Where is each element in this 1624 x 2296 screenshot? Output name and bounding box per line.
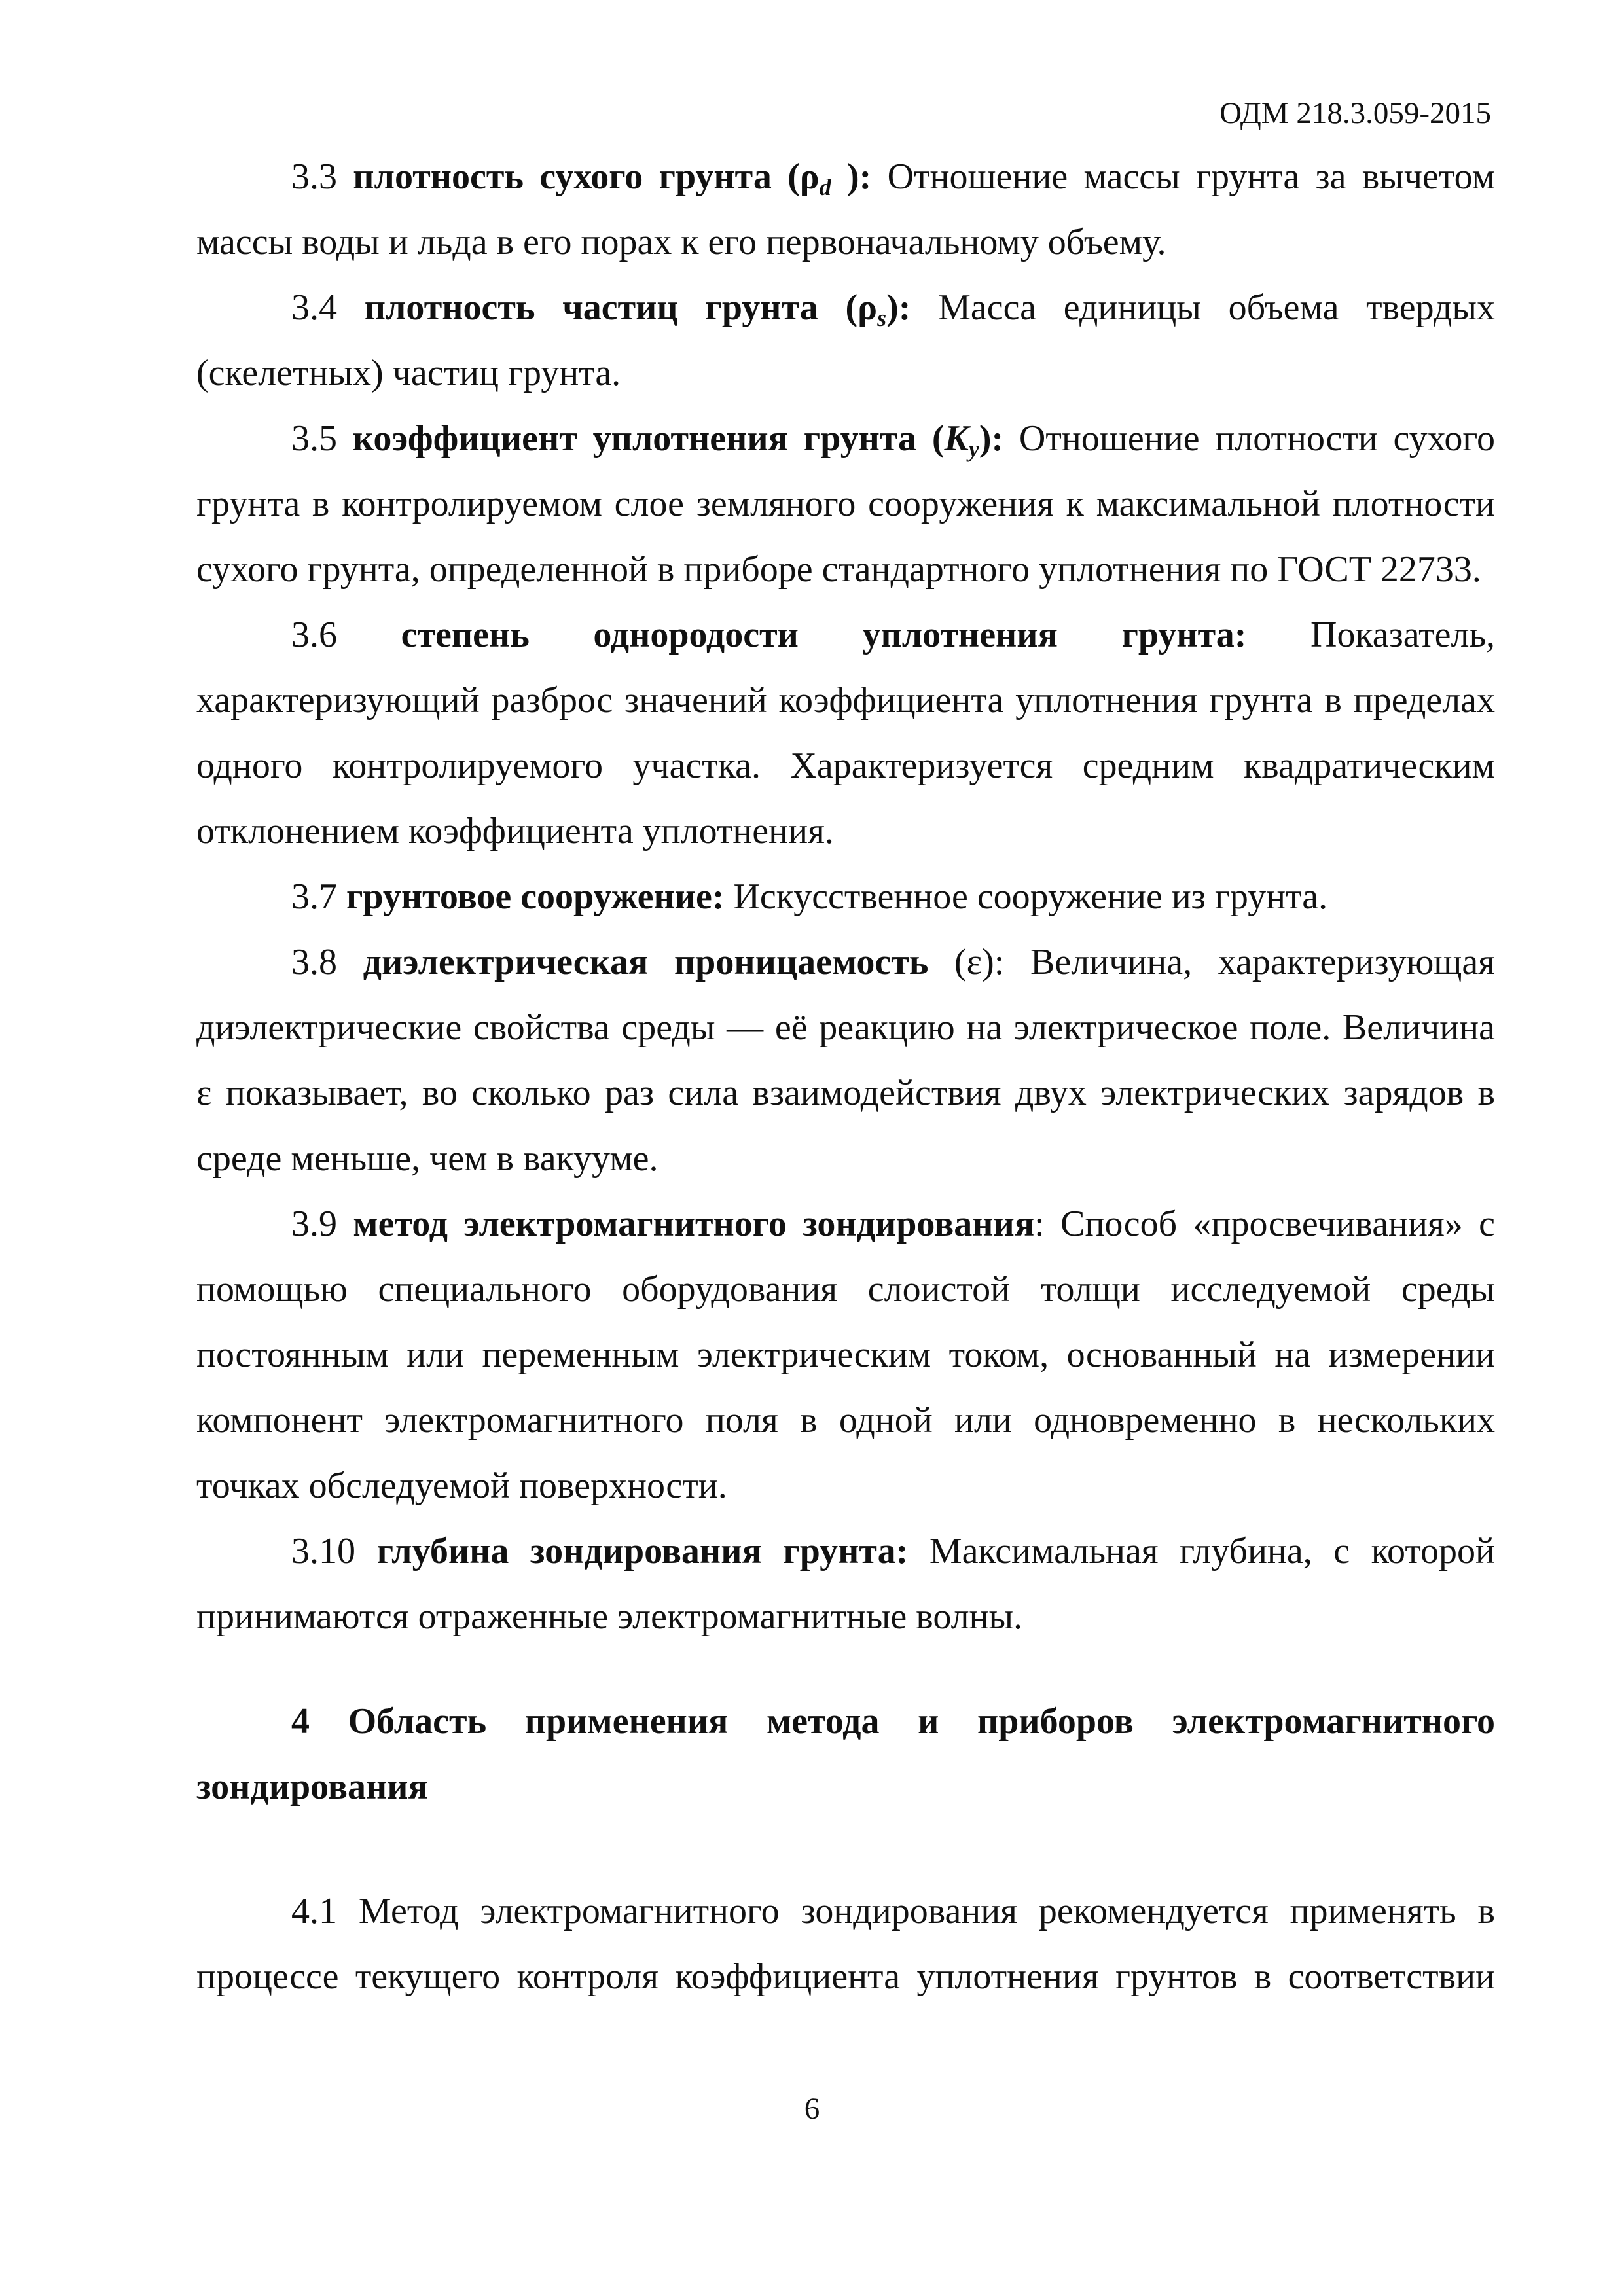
definition-3-3 bbox=[196, 144, 1495, 275]
definition-text: Максимальная глубина, с которой принимаются отраженные электромагнитные волны. bbox=[196, 1531, 1496, 1637]
definition-number: 3.6 bbox=[291, 615, 337, 655]
definition-text: Отношение плотности сухого грунта в контролируемом слое земляного сооружения к максимальной плотности сухого грунта, определенной в приборе стандартного уплотнения по ГОСТ 22733. bbox=[196, 418, 1496, 590]
definition-3-7 bbox=[196, 864, 1495, 929]
definition-number: 3.4 bbox=[291, 287, 337, 328]
definition-text: Отношение массы грунта за вычетом массы воды и льда в его порах к его первоначальному объему. bbox=[196, 156, 1496, 262]
definition-number: 3.10 bbox=[291, 1531, 355, 1571]
definition-term: метод электромагнитного зондирования bbox=[353, 1204, 1035, 1244]
section-spacer bbox=[196, 1820, 1495, 1878]
page-body bbox=[196, 144, 1495, 2009]
definition-term: плотность сухого грунта ($\rho_d$ ): bbox=[353, 156, 872, 200]
definition-text: Показатель, характеризующий разброс значений коэффициента уплотнения грунта в пределах одного контролируемого участка. Характеризуется средним квадратическим отклонением коэффициента уплотнения. bbox=[196, 615, 1495, 852]
definition-number: 3.5 bbox=[291, 418, 337, 459]
definition-3-6 bbox=[196, 602, 1495, 864]
paragraph-4-1: 4.1 Метод электромагнитного зондирования рекомендуется применять в процессе текущего контроля коэффициента уплотнения грунтов в соответствии bbox=[196, 1891, 1495, 1997]
definition-text: : Способ «просвечивания» с помощью специального оборудования слоистой толщи исследуемой среды постоянным или переменным электрическим током, основанный на измерении компонент электромагнитного поля в одной или одновременно в нескольких точках обследуемой поверхности. bbox=[196, 1204, 1496, 1506]
page-number: 6 bbox=[804, 2092, 820, 2126]
definition-number: 3.7 bbox=[291, 876, 337, 917]
definition-term: диэлектрическая проницаемость bbox=[363, 942, 929, 982]
document-code: ОДМ 218.3.059-2015 bbox=[1219, 96, 1491, 130]
definition-3-10 bbox=[196, 1518, 1495, 1649]
definition-text: Искусственное сооружение из грунта. bbox=[724, 876, 1328, 917]
definition-term: глубина зондирования грунта: bbox=[376, 1531, 909, 1571]
definition-3-5 bbox=[196, 406, 1495, 602]
definition-3-8 bbox=[196, 929, 1495, 1191]
definition-term: плотность частиц грунта $(\rho_s)$: bbox=[364, 287, 911, 331]
definition-3-4 bbox=[196, 275, 1495, 406]
section-spacer bbox=[196, 1649, 1495, 1689]
definition-number: 3.3 bbox=[291, 156, 337, 197]
definition-number: 3.8 bbox=[291, 942, 337, 982]
definition-text: Масса единицы объема твердых (скелетных) частиц грунта. bbox=[196, 287, 1495, 393]
section-4-heading: 4 Область применения метода и приборов электромагнитного зондирования bbox=[196, 1701, 1495, 1807]
definition-text: (ε): Величина, характеризующая диэлектрические свойства среды — её реакцию на электрическое поле. Величина ε показывает, во сколько раз сила взаимодействия двух электрических зарядов в среде меньше, чем в вакууме. bbox=[196, 942, 1496, 1179]
definition-number: 3.9 bbox=[291, 1204, 337, 1244]
definition-term: грунтовое сооружение: bbox=[346, 876, 725, 917]
definition-term: степень однородости уплотнения грунта: bbox=[401, 615, 1247, 655]
definition-term: коэффициент уплотнения грунта $(K_y)$: bbox=[352, 418, 1004, 462]
definition-3-9 bbox=[196, 1191, 1495, 1518]
